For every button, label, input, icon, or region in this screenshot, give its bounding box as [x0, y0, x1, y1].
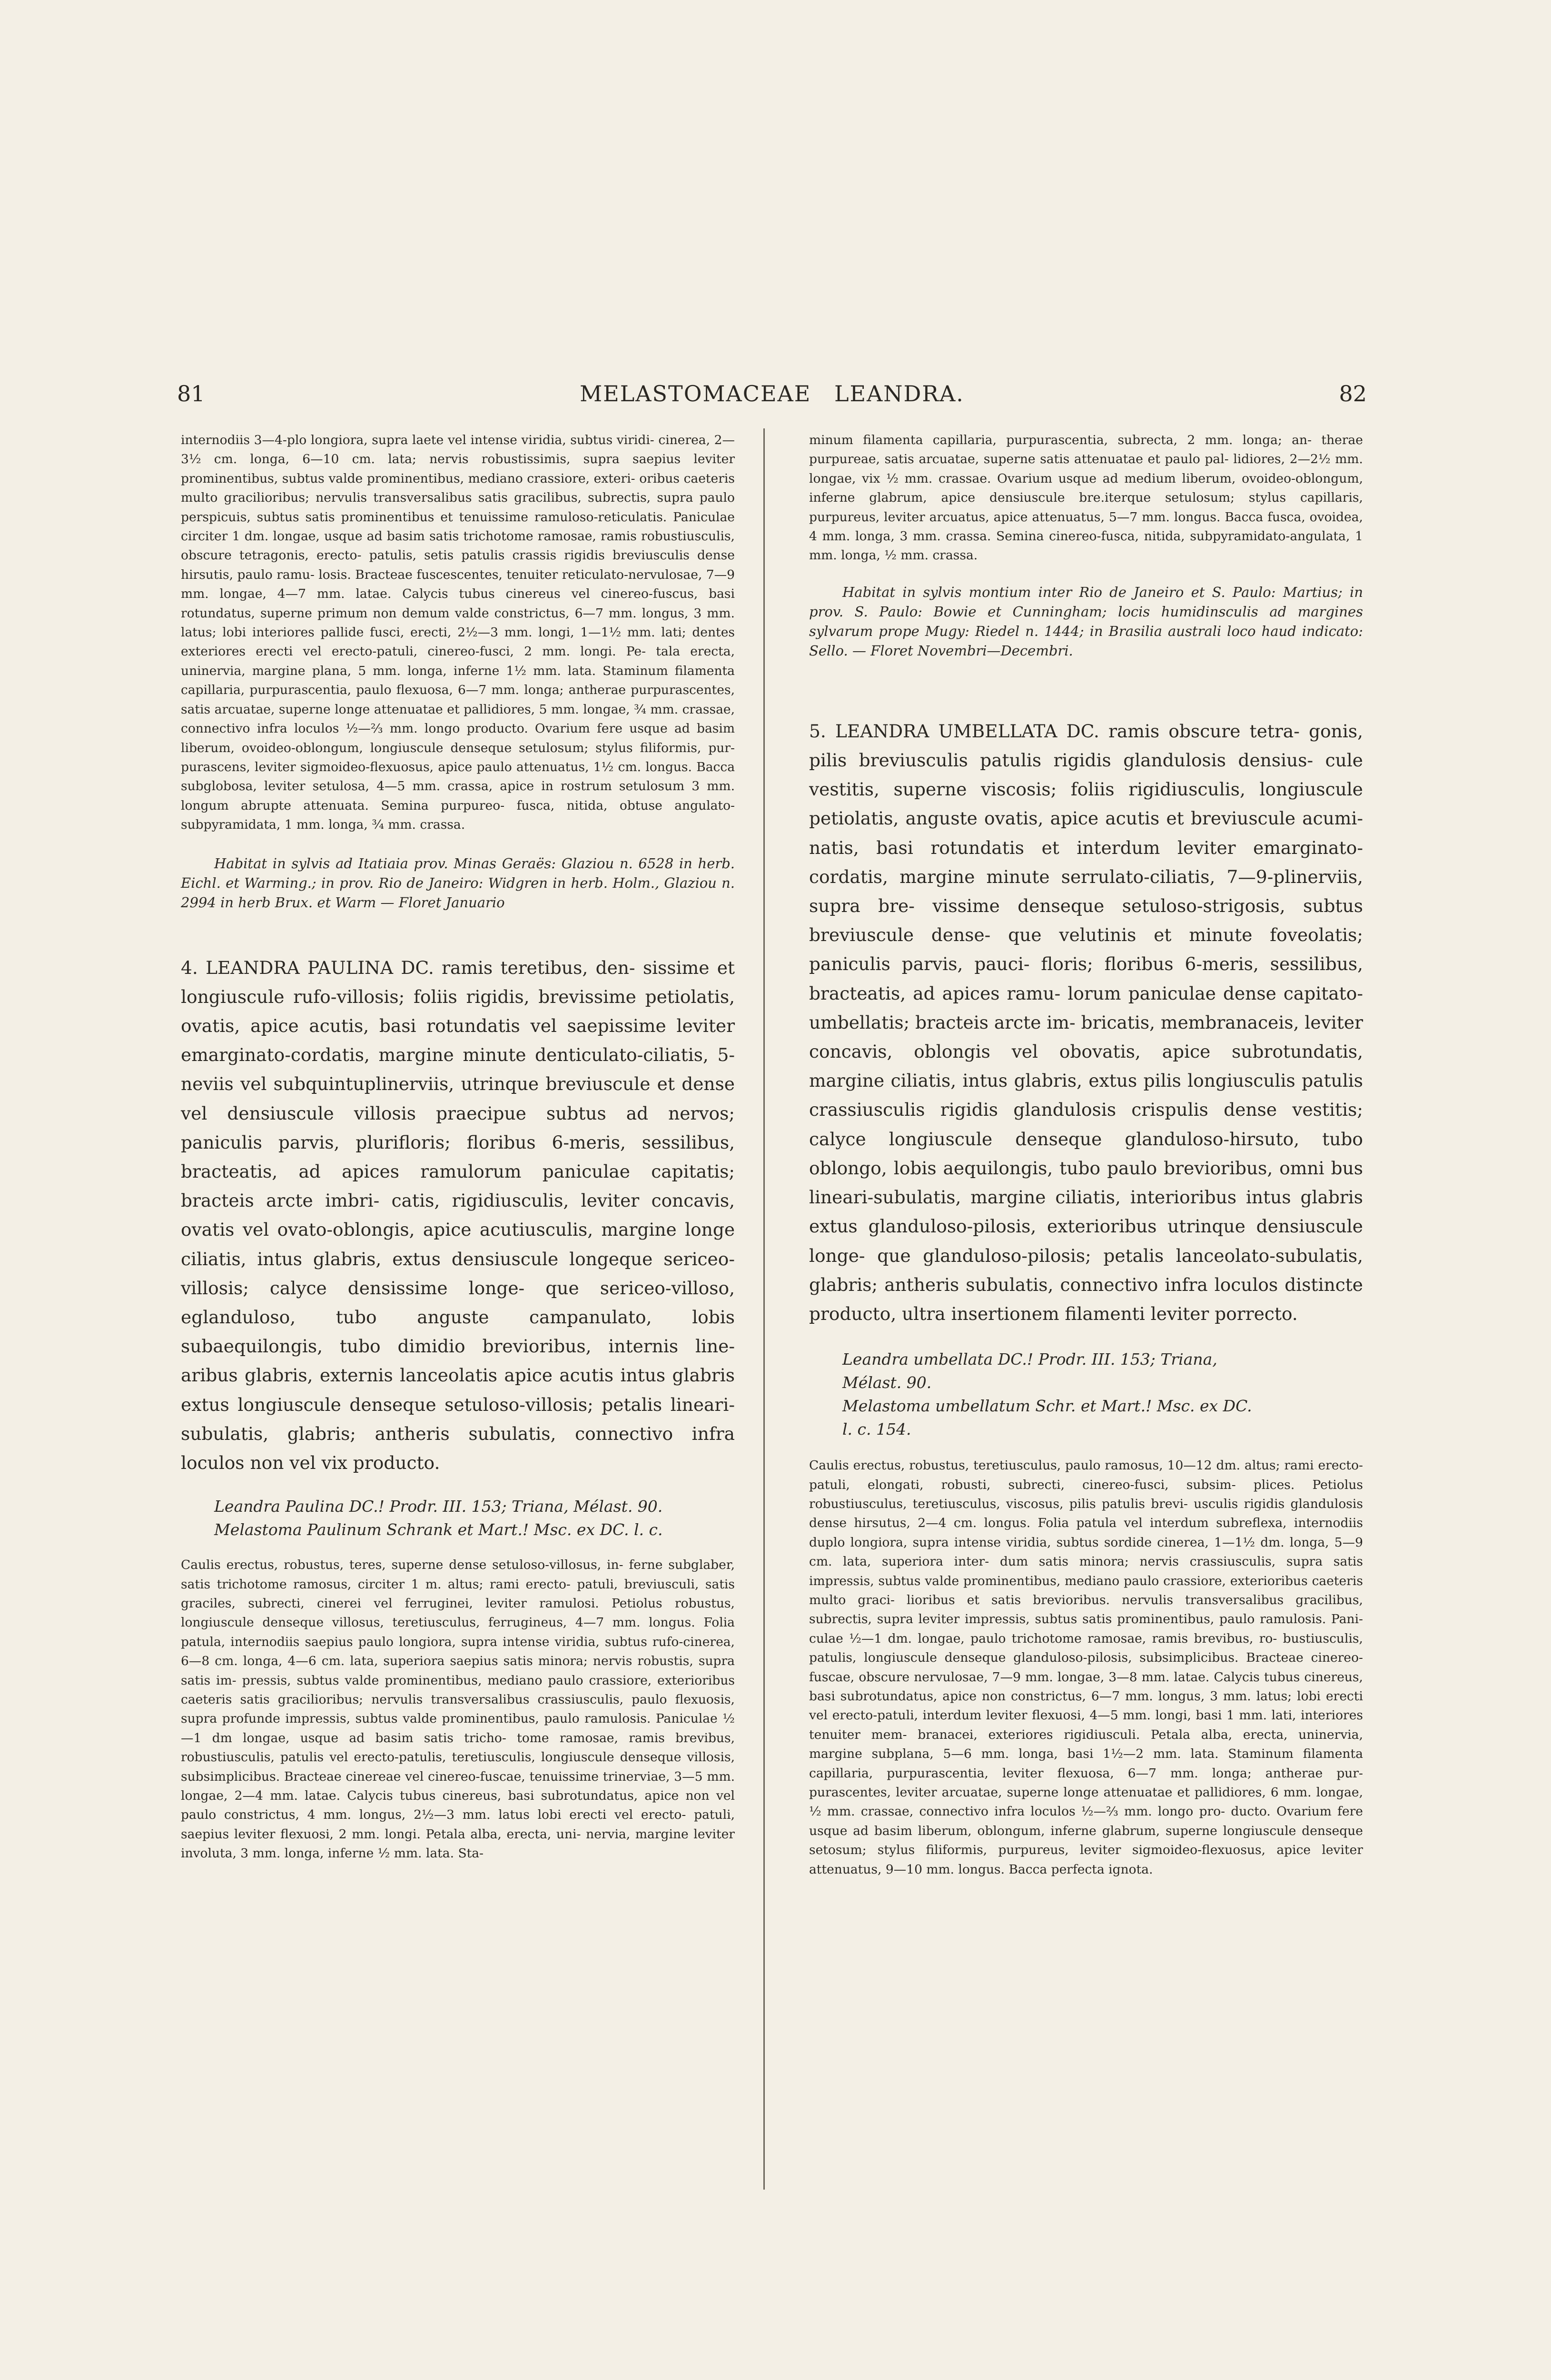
text-line: fusca, nitida, obtuse angulato-subpyramidata, 1 mm. longa, ¾ mm. crassa.	[181, 798, 735, 833]
text-line: crassa. Semina cinereo-fusca, nitida, subpyramidato-angulata, 1 mm. longa,	[809, 529, 1363, 563]
text-line: cinereae vel cinereo-fuscae, tenuissime trinerviae, 3—5 mm. longae, 2—4	[181, 1769, 735, 1804]
page-header	[177, 381, 1367, 419]
text-line: subtus sordide cinerea, 1—1½ dm. longa, 5—9 cm. lata, superiora inter-	[809, 1535, 1363, 1569]
text-line: bustiusculis, patulis, longiuscule denseque glanduloso-pilosis, subsimplicibus.	[809, 1631, 1363, 1666]
text-line: catis, rigidiusculis, leviter concavis, ovatis vel ovato-oblongis,	[181, 1190, 735, 1240]
description-continued	[181, 431, 735, 835]
text-line: tubo oblongo, lobis aequilongis, tubo paulo brevioribus, omni	[809, 1128, 1363, 1179]
text-line: longa; antherae purpurascentes, satis arcuatae, superne longe attenuatae	[181, 683, 735, 717]
species-diagnosis-leandra-paulina	[181, 953, 735, 1478]
text-line: Habitat in sylvis ad Itatiaia prov. Minas Geraës: Glaziou n. 6528	[214, 855, 674, 872]
text-line: que velutinis et minute foveolatis; paniculis parvis, pauci-	[809, 924, 1363, 975]
text-line: Caulis erectus, robustus, teretiusculus, paulo ramosus, 10—12 dm.	[809, 1458, 1241, 1473]
text-line: ad margines sylvarum prope Mugy: Riedel n. 1444; in Brasilia australi	[809, 603, 1363, 639]
text-line: apice acutiusculis, margine longe ciliatis, intus glabris, extus	[181, 1219, 735, 1269]
text-line: tome ramosae, ramis brevibus, robustiusculis, patulis vel erecto-patulis,	[181, 1730, 735, 1765]
synonymy-citation	[181, 1495, 735, 1541]
text-line: internodiis 3—4-plo longiora, supra laete vel intense viridia, subtus viridi-	[181, 433, 654, 447]
text-line: sissime et longiuscule rufo-villosis; foliis rigidis, brevissime	[181, 957, 735, 1007]
text-line: flexuosis, supra profunde impressis, subtus valde prominentibus, paulo	[181, 1692, 735, 1726]
text-line: paulo constrictus, 4 mm. longus, 2½—3 mm. latus lobi erecti vel erecto-	[181, 1807, 686, 1823]
habitat-note	[809, 583, 1363, 661]
text-line: caeteris satis gracilioribus; nervulis transversalibus crassiusculis, paulo	[181, 1692, 667, 1707]
text-line: leviter flexuosi, 4—5 mm. longi, basi 1 mm. lati, interiores tenuiter mem-	[809, 1708, 1363, 1742]
text-line: branacei, exteriores rigidiusculi. Petala alba, erecta, uninervia, margine	[809, 1727, 1363, 1762]
text-line: subplana, 5—6 mm. longa, basi 1½—2 mm. lata. Staminum filamenta	[871, 1746, 1363, 1762]
text-line: ovoideo-oblongum, longiuscule denseque setulosum; stylus filiformis, pur-	[241, 740, 735, 755]
text-line: gonis, pilis breviusculis patulis rigidis glandulosis densius-	[809, 720, 1363, 771]
text-line: Leandra umbellata DC.! Prodr. III. 153; Triana,	[842, 1350, 1217, 1369]
running-title-genus: LEANDRA.	[834, 381, 964, 407]
text-line: longus. Bacca subglobosa, leviter setulosa, 4—5 mm. crassa, apice in	[181, 759, 735, 794]
species-description	[809, 1456, 1363, 1879]
text-line: extus glanduloso-pilosis, exterioribus utrinque densiuscule longe-	[809, 1216, 1363, 1266]
text-line: bricatis, membranaceis, leviter concavis, oblongis vel obovatis,	[809, 1012, 1363, 1062]
text-line: dentes exteriores erecti vel erecto-patuli, cinereo-fusci, 2 mm. longi. Pe-	[181, 625, 735, 659]
text-line: ½—⅔ mm. longo producto. Ovarium fere usque ad basim liberum,	[181, 721, 735, 755]
synonymy-citation	[809, 1348, 1363, 1441]
text-line: ducto. Ovarium fere usque ad basim liberum, oblongum, inferne glabrum,	[809, 1804, 1363, 1838]
text-line: lobis subaequilongis, tubo dimidio brevioribus, internis line-	[181, 1306, 735, 1357]
text-line: ramuloso-reticulatis. Paniculae circiter 1 dm. longae, usque ad basim	[181, 509, 735, 544]
text-line: altus; rami erecto-patuli, elongati, robusti, subrecti, cinereo-fusci, subsim-	[809, 1458, 1363, 1492]
text-line: in herb. Eichl. et Warming.; in prov. Rio de Janeiro: Widgren in herb.	[181, 855, 735, 891]
running-title-family: MELASTOMACEAE	[580, 381, 811, 407]
text-line: leviter prominentibus, subtus valde prominentibus, mediano crassiore, exteri-	[181, 452, 735, 486]
text-line: natis, basi rotundatis et interdum leviter emarginato-cordatis,	[809, 837, 1363, 887]
text-line: purascens, leviter sigmoideo-flexuosus, apice paulo attenuatus, 1½ cm.	[181, 759, 642, 774]
text-line: perfecta ignota.	[1051, 1862, 1153, 1877]
running-title	[177, 381, 1367, 407]
text-line: vel densiuscule villosis praecipue subtus ad nervos; paniculis	[181, 1102, 735, 1153]
text-line: cule vestitis, superne viscosis; foliis rigidiusculis, longiuscule	[809, 750, 1363, 800]
text-line: margine minute serrulato-ciliatis, 7—9-plinerviis, supra bre-	[809, 866, 1363, 917]
page-number-right: 82	[1339, 381, 1367, 407]
left-column	[181, 431, 735, 1864]
text-line: aribus glabris, externis lanceolatis apice acutis intus glabris	[181, 1365, 735, 1386]
text-line: Leandra Paulina DC.! Prodr. III. 153; Triana, Mélast. 90.	[214, 1497, 663, 1516]
text-line: ferrugineus, 4—7 mm. longus. Folia patula, internodiis saepius paulo	[181, 1615, 735, 1649]
text-line: leviter emarginato-cordatis, margine minute denticulato-ciliatis,	[181, 1015, 735, 1066]
text-line: ramulosis. Paniculae ½—1 dm longae, usque ad basim satis tricho-	[181, 1711, 735, 1745]
text-line: 6—7 mm. longus, 3 mm. latus; lobi erecti vel erecto-patuli, interdum	[809, 1688, 1363, 1723]
text-line: longiora, supra intense viridia, subtus rufo-cinerea, 6—8 cm. longa, 4—6	[181, 1634, 735, 1669]
text-line: bus lineari-subulatis, margine ciliatis, interioribus intus glabris	[809, 1157, 1363, 1208]
text-line: patulis, setis patulis crassis rigidis breviusculis dense hirsutis, paulo ramu-	[181, 548, 735, 582]
text-line: latae. Calycis tubus cinereus, basi subrotundatus, apice non constrictus,	[809, 1669, 1363, 1704]
text-line: patuli, saepius leviter flexuosi, 2 mm. longi. Petala alba, erecta, uni-	[181, 1807, 735, 1842]
text-line: ferne subglaber, satis trichotome ramosus, circiter 1 m. altus; rami erecto-	[181, 1557, 735, 1592]
column-divider	[763, 428, 765, 2190]
text-line: 4. LEANDRA PAULINA DC. ramis teretibus, den-	[181, 957, 635, 978]
text-line: dum satis minora; nervis crassiusculis, supra satis impressis, subtus valde	[809, 1554, 1363, 1588]
text-line: apices ramulorum paniculae capitatis; bracteis arcte imbri-	[181, 1160, 735, 1211]
text-line: Bracteae cinereo-fuscae, obscure nervulosae, 7—9 mm. longae, 3—8 mm.	[809, 1650, 1363, 1685]
text-line: nervia, margine leviter involuta, 3 mm. longa, inferne ½ mm. lata. Sta-	[181, 1826, 735, 1861]
text-line: Staminum filamenta capillaria, purpurascentia, paulo flexuosa, 6—7 mm.	[181, 663, 735, 698]
text-line: densiuscule longeque sericeo-villosis; calyce densissime longe-	[181, 1248, 735, 1299]
text-line: dense vestitis; calyce longiuscule denseque glanduloso-hirsuto,	[809, 1099, 1363, 1150]
text-line: usculis rigidis glandulosis dense hirsutus, 2—4 cm. longus. Folia patula	[809, 1496, 1363, 1531]
text-line: extus longiuscule denseque setuloso-villosis; petalis lineari-	[181, 1394, 735, 1415]
text-line: rostrum setulosum 3 mm. longum abrupte attenuata. Semina purpureo-	[181, 779, 735, 813]
text-line: Habitat in sylvis montium inter Rio de Janeiro et S. Paulo:	[842, 584, 1276, 600]
text-line: bre.iterque setulosum; stylus capillaris, purpureus, leviter arcuatus, apice	[809, 490, 1363, 525]
text-line: medium liberum, ovoideo-oblongum, inferne glabrum, apice densiuscule	[809, 471, 1363, 506]
text-line: subrectis, supra paulo perspicuis, subtus satis prominentibus et tenuissime	[181, 490, 735, 525]
text-line: purascentes, leviter arcuatae, superne longe attenuatae et pallidiores, 6 mm.	[809, 1785, 1312, 1800]
text-line: et pallidiores, 5 mm. longae, ¾ mm. crassae, connectivo infra loculos	[181, 702, 735, 736]
text-line: 5-neviis vel subquintuplinerviis, utrinque breviuscule et dense	[181, 1044, 735, 1095]
text-line: petiolatis, ovatis, apice acutis, basi rotundatis vel saepissime	[181, 986, 735, 1036]
text-line: parvis, plurifloris; floribus 6-meris, sessilibus, bracteatis, ad	[181, 1131, 735, 1182]
text-line: sigmoideo-flexuosus, apice leviter attenuatus, 9—10 mm. longus. Bacca	[809, 1843, 1363, 1877]
text-line: Holm., Glaziou n. 2994 in herb Brux. et Warm — Floret Januario	[181, 874, 735, 911]
text-line: teretiusculis, longiuscule denseque villosis, subsimplicibus. Bracteae	[181, 1750, 735, 1784]
text-line: cinerea, 2—3½ cm. longa, 6—10 cm. lata; nervis robustissimis, supra saepius	[181, 433, 735, 467]
text-line: oribus caeteris multo gracilioribus; nervulis transversalibus satis gracilibus,	[181, 471, 735, 506]
text-line: attenuatus, 5—7 mm. longus. Bacca fusca, ovoidea, 4 mm. longa, 3 mm.	[809, 509, 1363, 544]
species-diagnosis-leandra-umbellata	[809, 717, 1363, 1329]
text-line: mm. latae. Calycis tubus cinereus, basi subrotundatus, apice non vel	[270, 1788, 735, 1804]
text-line: prominentibus, mediano paulo crassiore, exterioribus caeteris multo graci-	[809, 1573, 1363, 1607]
text-line: tala erecta, uninervia, margine plana, 5 mm. longa, inferne 1½ mm. lata.	[181, 644, 735, 678]
text-line: 4—7 mm. latae. Calycis tubus cinereus vel cinereo-fuscus, basi rotundatus,	[181, 586, 735, 621]
text-line: Mélast. 90.	[842, 1373, 932, 1392]
text-line: Caulis erectus, robustus, teres, superne dense setuloso-villosus, in-	[181, 1557, 623, 1573]
text-line: que glanduloso-pilosis; petalis lanceolato-subulatis, glabris;	[809, 1245, 1363, 1295]
species-description	[181, 1556, 735, 1864]
text-line: Melastoma Paulinum Schrank et Mart.! Msc. ex DC. l. c.	[214, 1520, 663, 1539]
text-line: minum filamenta capillaria, purpurascentia, subrecta, 2 mm. longa; an-	[809, 433, 1312, 447]
right-column	[809, 431, 1363, 1879]
text-line: superne longiuscule denseque setosum; stylus filiformis, purpureus, leviter	[809, 1823, 1363, 1858]
habitat-note	[181, 854, 735, 912]
text-line: capillaria, purpurascentia, leviter flexuosa, 6—7 mm. longa; antherae pur-	[809, 1765, 1363, 1781]
text-line: l. c. 154.	[842, 1420, 911, 1439]
text-line: longiusculis patulis crassiusculis rigidis glandulosis crispulis	[809, 1070, 1363, 1121]
text-line: ultra insertionem filamenti leviter porrecto.	[902, 1303, 1298, 1324]
text-line: vel interdum subreflexa, internodiis duplo longiora, supra intense viridia,	[809, 1516, 1363, 1550]
text-line: ½ mm. crassa.	[884, 548, 978, 563]
text-line: culae ½—1 dm. longae, paulo trichotome ramosae, ramis brevibus, ro-	[809, 1631, 1277, 1646]
text-line: superne primum non demum valde constrictus, 6—7 mm. longus, 3 mm. latus;	[181, 605, 735, 640]
text-line: apice subrotundatis, margine ciliatis, intus glabris, extus pilis	[809, 1041, 1363, 1091]
text-line: losis. Bracteae fuscescentes, tenuiter reticulato-nervulosae, 7—9 mm. longae,	[181, 567, 735, 602]
description-continued	[809, 431, 1363, 565]
text-line: ramulosi. Petiolus robustus, longiuscule denseque villosus, teretiusculus,	[181, 1596, 735, 1630]
text-line: lobi interiores pallide fusci, erecti, 2½—3 mm. longi, 1—1½ mm. lati;	[222, 625, 686, 640]
text-line: plices. Petiolus robustiusculus, teretiusculus, viscosus, pilis patulis brevi-	[809, 1477, 1363, 1511]
text-line: longae, ½ mm. crassae, connectivo infra loculos ½—⅔ mm. longo pro-	[809, 1785, 1363, 1819]
text-line: que sericeo-villoso, eglanduloso, tubo anguste campanulato,	[181, 1277, 735, 1328]
text-line: therae purpureae, satis arcuatae, superne satis attenuatae et paulo pal-	[809, 433, 1363, 467]
text-line: satis trichotome ramosae, ramis robustiusculis, obscure tetragonis, erecto-	[181, 529, 735, 563]
text-line: 5. LEANDRA UMBELLATA DC. ramis obscure tetra-	[809, 720, 1300, 742]
text-line: lioribus et satis brevioribus. nervulis transversalibus gracilibus, subrectis,	[809, 1592, 1363, 1627]
text-line: supra leviter impressis, subtus satis prominentibus, paulo ramulosis. Pani-	[877, 1612, 1363, 1627]
text-line: non vel vix producto.	[250, 1452, 440, 1473]
text-line: lidiores, 2—2½ mm. longae, vix ½ mm. crassae. Ovarium usque ad	[809, 452, 1363, 486]
text-line: petiolatis, anguste ovatis, apice acutis et breviuscule acumi-	[809, 808, 1363, 829]
text-line: antheris subulatis, connectivo infra loculos distincte producto,	[809, 1274, 1363, 1324]
text-line: loco haud indicato: Sello. — Floret Novembri—Decembri.	[809, 623, 1363, 659]
text-line: patuli, breviusculi, satis graciles, subrecti, cinerei vel ferruginei, leviter	[181, 1577, 735, 1611]
page-number-left: 81	[177, 381, 205, 407]
text-line: cm. lata, superiora saepius satis minora; nervis robustis, supra satis im-	[181, 1654, 735, 1688]
text-line: pressis, subtus valde prominentibus, mediano paulo crassiore, exterioribus	[242, 1673, 735, 1688]
text-line: vissime denseque setuloso-strigosis, subtus breviuscule dense-	[809, 895, 1363, 946]
text-line: subulatis, glabris; antheris subulatis, connectivo infra loculos	[181, 1423, 735, 1473]
text-line: Martius; in prov. S. Paulo: Bowie et Cunningham; locis humidinsculis	[809, 584, 1363, 620]
text-line: floris; floribus 6-meris, sessilibus, bracteatis, ad apices ramu-	[809, 953, 1363, 1004]
text-line: lorum paniculae dense capitato-umbellatis; bracteis arcte im-	[809, 982, 1363, 1033]
text-line: Melastoma umbellatum Schr. et Mart.! Msc. ex DC.	[842, 1397, 1252, 1416]
